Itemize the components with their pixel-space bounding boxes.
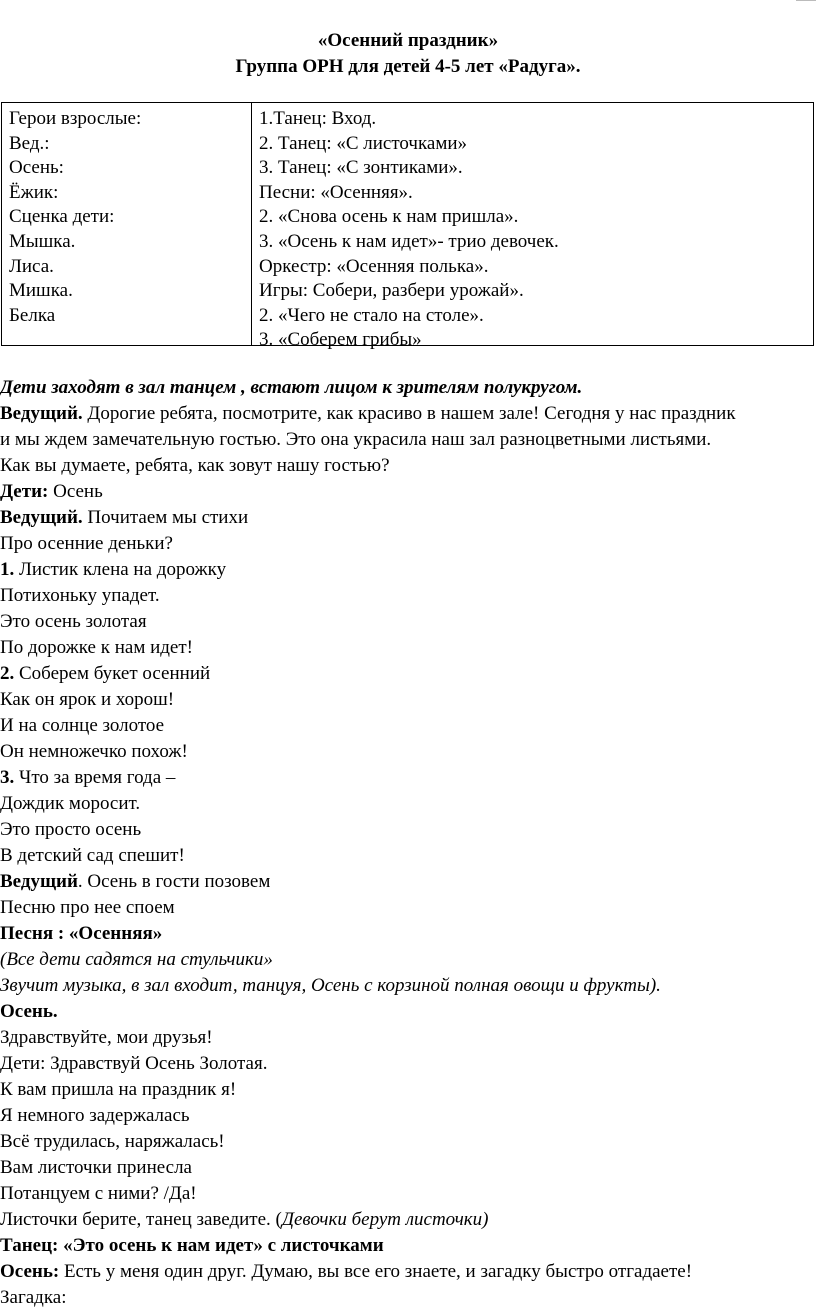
cast-role-item: Осень: <box>9 157 64 179</box>
script-text: Почитаем мы стихи <box>82 507 249 528</box>
script-line <box>0 583 816 609</box>
script-line <box>0 817 816 843</box>
script-text: Осень. <box>0 1001 58 1022</box>
script-text: и мы ждем замечательную гостью. Это она украсила наш зал разноцветными листьями. <box>0 429 712 450</box>
script-text: Дождик моросит. <box>0 793 141 814</box>
script-line <box>0 479 816 505</box>
script-line <box>0 1129 816 1155</box>
script-line <box>0 791 816 817</box>
script-text: И на солнце золотое <box>0 715 165 736</box>
script-text: Дорогие ребята, посмотрите, как красиво в нашем зале! Сегодня у нас праздник <box>82 403 736 424</box>
script-text: 1. <box>0 559 15 580</box>
script-line <box>0 1181 816 1207</box>
cast-role-item: Мишка. <box>9 280 73 302</box>
script-text: 2. <box>0 663 15 684</box>
cast-role-item: Ёжик: <box>9 181 59 203</box>
script-line <box>0 947 816 973</box>
script-line <box>0 1233 816 1259</box>
script-text: Танец: «Это осень к нам идет» с листочками <box>0 1235 384 1256</box>
script-text: Дети: Здравствуй Осень Золотая. <box>0 1053 268 1074</box>
script-text: Песня : «Осенняя» <box>0 923 163 944</box>
script-text: Я немного задержалась <box>0 1105 190 1126</box>
script-text: Дети заходят в зал танцем , встают лицом к зрителям полукругом. <box>0 377 583 398</box>
script-line <box>0 921 816 947</box>
script-text: Осень: <box>0 1261 60 1282</box>
script-line <box>0 1285 816 1311</box>
cast-role-item: Белка <box>9 304 56 326</box>
script-text: К вам пришла на праздник я! <box>0 1079 237 1100</box>
script-line <box>0 505 816 531</box>
cast-column-program <box>252 103 813 351</box>
program-item: 3. «Соберем грибы» <box>259 329 422 351</box>
cast-role-item: Вед.: <box>9 132 50 154</box>
program-item: Игры: Собери, разбери урожай». <box>259 280 524 302</box>
script-text: Вам листочки принесла <box>0 1157 192 1178</box>
script-text: Ведущий. <box>0 507 83 528</box>
script-text: В детский сад спешит! <box>0 845 185 866</box>
script-line <box>0 1051 816 1077</box>
script-line <box>0 531 816 557</box>
script-text: Как он ярок и хорош! <box>0 689 175 710</box>
script-text: Всё трудилась, наряжалась! <box>0 1131 225 1152</box>
script-line <box>0 687 816 713</box>
program-item: 2. «Снова осень к нам пришла». <box>259 206 519 228</box>
program-item: 1.Танец: Вход. <box>259 108 377 129</box>
script-text: Ведущий. <box>0 403 83 424</box>
script-text: Потихоньку упадет. <box>0 585 160 606</box>
script-body <box>0 375 816 1311</box>
script-line <box>0 999 816 1025</box>
script-text: Осень <box>48 481 103 502</box>
cast-table <box>1 102 814 351</box>
script-line <box>0 427 816 453</box>
script-text: Ведущий <box>0 871 78 892</box>
script-line <box>0 843 816 869</box>
script-line <box>0 895 816 921</box>
script-line <box>0 557 816 583</box>
script-line <box>0 1103 816 1129</box>
script-text: Звучит музыка, в зал входит, танцуя, Осень с корзиной полная овощи и фрукты). <box>0 975 661 996</box>
script-text: Это осень золотая <box>0 611 147 632</box>
script-text: Он немножечко похож! <box>0 741 188 762</box>
script-line <box>0 1025 816 1051</box>
script-text: Соберем букет осенний <box>14 663 211 684</box>
script-text: Загадка: <box>0 1287 67 1308</box>
script-text: Как вы думаете, ребята, как зовут нашу гостью? <box>0 455 390 476</box>
script-text: Листик клена на дорожку <box>14 559 227 580</box>
script-line <box>0 1207 816 1233</box>
page-edge-line <box>796 0 816 1</box>
script-text: (Все дети садятся на стульчики» <box>0 949 273 970</box>
script-text: Песню про нее споем <box>0 897 175 918</box>
program-item: 3. Танец: «С зонтиками». <box>259 157 463 179</box>
script-line <box>0 739 816 765</box>
script-line <box>0 713 816 739</box>
program-item: Песни: «Осенняя». <box>259 181 413 203</box>
script-line <box>0 1077 816 1103</box>
script-line <box>0 869 816 895</box>
script-text: По дорожке к нам идет! <box>0 637 193 658</box>
program-item: Оркестр: «Осенняя полька». <box>259 255 489 277</box>
script-text: Дети: <box>0 481 49 502</box>
cast-role-item: Герои взрослые: <box>9 108 142 129</box>
cast-role-item: Сценка дети: <box>9 206 115 228</box>
document-title: «Осенний праздник» <box>317 30 499 51</box>
script-text: . Осень в гости позовем <box>77 871 271 892</box>
script-text: 3. <box>0 767 15 788</box>
cast-column-roles <box>2 103 252 345</box>
document-subtitle: Группа ОРН для детей 4-5 лет «Радуга». <box>235 56 581 77</box>
script-line <box>0 635 816 661</box>
cast-role-item: Мышка. <box>9 230 76 252</box>
program-item: 3. «Осень к нам идет»- трио девочек. <box>259 230 559 252</box>
script-text: Листочки берите, танец заведите. ( <box>0 1209 282 1230</box>
script-line <box>0 973 816 999</box>
program-item: 2. «Чего не стало на столе». <box>259 304 484 326</box>
script-text: Здравствуйте, мои друзья! <box>0 1027 213 1048</box>
program-item: 2. Танец: «С листочками» <box>259 132 468 154</box>
script-text: Что за время года – <box>14 767 176 788</box>
script-text: Это просто осень <box>0 819 142 840</box>
script-text: Про осенние деньки? <box>0 533 173 554</box>
cast-role-item: Лиса. <box>9 255 54 277</box>
script-line <box>0 609 816 635</box>
script-text: Есть у меня один друг. Думаю, вы все его знаете, и загадку быстро отгадаете! <box>59 1261 693 1282</box>
script-line <box>0 1155 816 1181</box>
script-line <box>0 765 816 791</box>
script-line <box>0 1259 816 1285</box>
script-text: Девочки берут листочки) <box>281 1209 489 1230</box>
script-line <box>0 375 816 401</box>
script-line <box>0 453 816 479</box>
script-line <box>0 661 816 687</box>
script-line <box>0 401 816 427</box>
script-text: Потанцуем с ними? /Да! <box>0 1183 197 1204</box>
